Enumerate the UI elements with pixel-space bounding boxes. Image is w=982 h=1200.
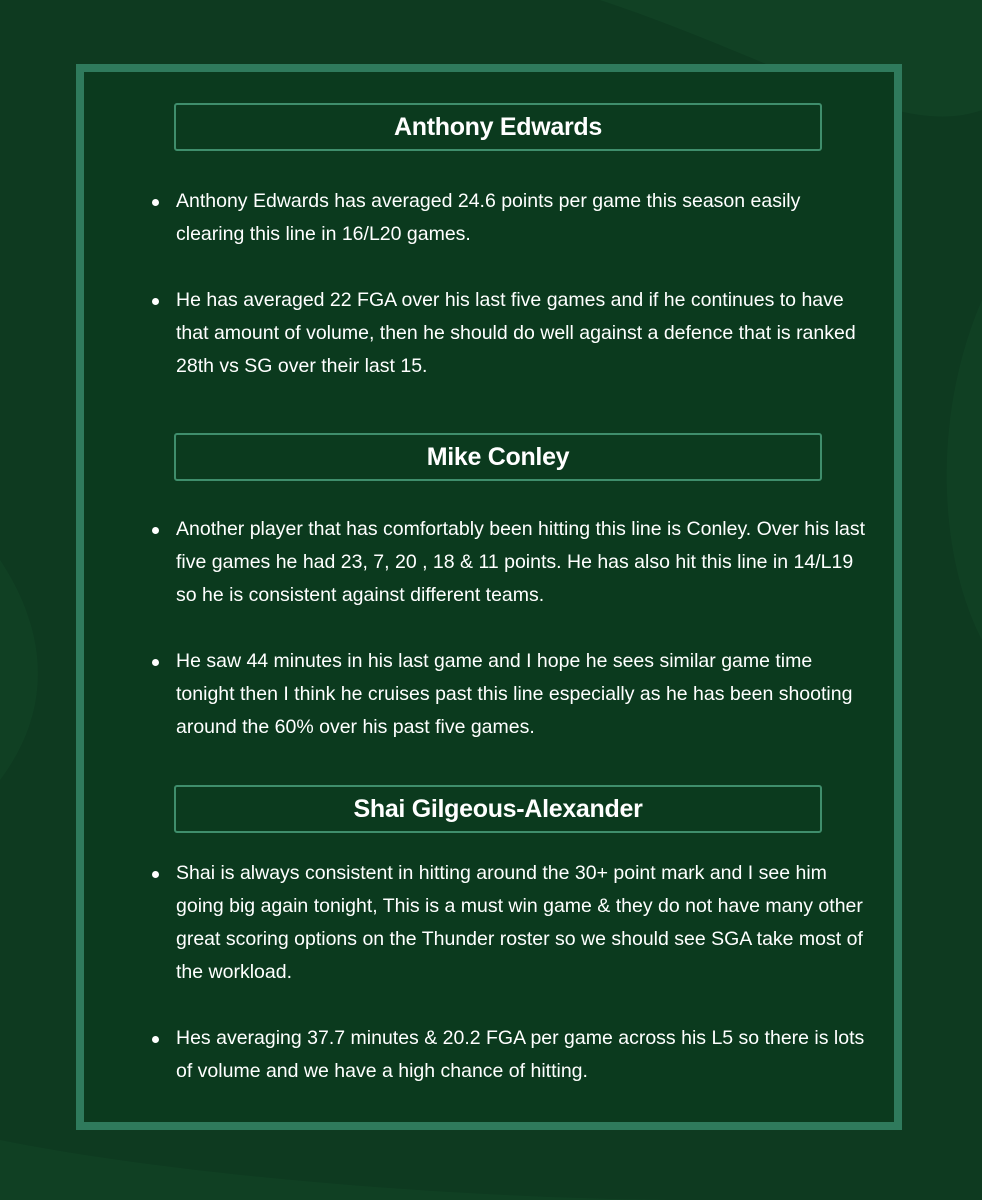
list-item [152,1022,872,1088]
section-header-shai-gilgeous-alexander [174,785,822,833]
bullet-text: Hes averaging 37.7 minutes & 20.2 FGA per game across his L5 so there is lots of volume and we have a high chance of hitting. [176,1027,865,1082]
content-frame [76,64,902,1130]
bullet-icon [152,527,159,534]
section-header-mike-conley [174,433,822,481]
bullet-list-anthony-edwards [152,185,872,383]
bullet-text: Another player that has comfortably been hitting this line is Conley. Over his last five games he had 23, 7, 20 , 18 & 11 points. He has also hit this line in 14/L19 so he is consistent against different teams. [176,518,865,606]
bullet-list-mike-conley [152,513,872,744]
bullet-text: Anthony Edwards has averaged 24.6 points per game this season easily clearing this line in 16/L20 games. [176,190,801,245]
bullet-icon [152,659,159,666]
section-title: Mike Conley [426,442,570,471]
bullet-icon [152,298,159,305]
section-header-anthony-edwards [174,103,822,151]
bullet-text: He has averaged 22 FGA over his last five games and if he continues to have that amount of volume, then he should do well against a defence that is ranked 28th vs SG over their last 15. [176,289,856,377]
list-item [152,857,872,989]
bullet-icon [152,199,159,206]
list-item [152,513,872,612]
section-title: Shai Gilgeous-Alexander [353,794,643,823]
list-item [152,185,872,251]
bullet-text: Shai is always consistent in hitting around the 30+ point mark and I see him going big again tonight, This is a must win game & they do not have many other great scoring options on the Thunder roster so we should see SGA take most of the workload. [176,862,863,983]
bullet-list-shai-gilgeous-alexander [152,857,872,1088]
list-item [152,645,872,744]
section-title: Anthony Edwards [393,112,602,141]
bullet-icon [152,1036,159,1043]
list-item [152,284,872,383]
bullet-text: He saw 44 minutes in his last game and I hope he sees similar game time tonight then I think he cruises past this line especially as he has been shooting around the 60% over his past five games. [176,650,853,738]
bullet-icon [152,871,159,878]
